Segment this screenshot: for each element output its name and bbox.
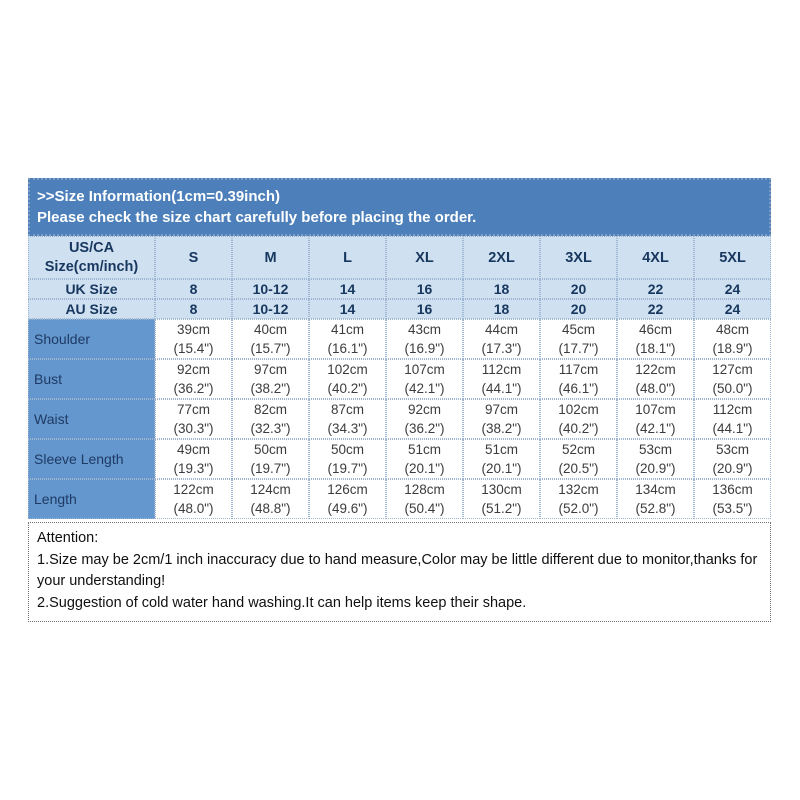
inch-value: (53.5") <box>712 501 753 516</box>
measurement-cell <box>232 399 309 439</box>
cm-value: 51cm <box>407 442 441 457</box>
inch-value: (48.0") <box>635 381 676 396</box>
cm-value: 53cm <box>715 442 749 457</box>
inch-value: (16.1") <box>327 341 368 356</box>
cm-value: 41cm <box>330 322 364 337</box>
uk-size-cell: 24 <box>694 279 771 299</box>
au-size-cell: 10-12 <box>232 299 309 319</box>
measurement-cell <box>386 479 463 519</box>
row-label-waist: Waist <box>28 399 155 439</box>
attention-title: Attention: <box>37 530 99 546</box>
inch-value: (20.5") <box>558 461 599 476</box>
cm-value: 107cm <box>635 402 676 417</box>
inch-value: (38.2") <box>481 421 522 436</box>
measurement-cell <box>309 479 386 519</box>
measurement-cell <box>155 399 232 439</box>
inch-value: (20.9") <box>712 461 753 476</box>
row-label-length: Length <box>28 479 155 519</box>
uk-size-cell: 14 <box>309 279 386 299</box>
column-header-4xl: 4XL <box>617 236 694 279</box>
measurement-row-shoulder <box>28 319 771 359</box>
measurement-cell <box>232 479 309 519</box>
cm-value: 97cm <box>484 402 518 417</box>
cm-value: 40cm <box>253 322 287 337</box>
inch-value: (15.4") <box>173 341 214 356</box>
cm-value: 134cm <box>635 482 676 497</box>
inch-value: (19.7") <box>327 461 368 476</box>
au-size-label: AU Size <box>28 299 155 319</box>
column-header-l: L <box>309 236 386 279</box>
row-label-sleeve-length: Sleeve Length <box>28 439 155 479</box>
au-size-cell: 20 <box>540 299 617 319</box>
column-header-s: S <box>155 236 232 279</box>
measurement-cell <box>386 359 463 399</box>
cm-value: 122cm <box>635 362 676 377</box>
row-label-shoulder: Shoulder <box>28 319 155 359</box>
cm-value: 102cm <box>558 402 599 417</box>
measurement-cell <box>540 479 617 519</box>
cm-value: 127cm <box>712 362 753 377</box>
corner-label-line1: US/CA <box>68 239 115 256</box>
inch-value: (48.8") <box>250 501 291 516</box>
cm-value: 130cm <box>481 482 522 497</box>
inch-value: (30.3") <box>173 421 214 436</box>
column-header-xl: XL <box>386 236 463 279</box>
au-size-cell: 22 <box>617 299 694 319</box>
inch-value: (46.1") <box>558 381 599 396</box>
size-info-subtitle: Please check the size chart carefully before placing the order. <box>37 209 477 226</box>
au-size-cell: 18 <box>463 299 540 319</box>
inch-value: (42.1") <box>404 381 445 396</box>
measurement-cell <box>694 359 771 399</box>
measurement-cell <box>155 439 232 479</box>
measurement-cell <box>694 399 771 439</box>
size-chart-table <box>28 236 771 519</box>
cm-value: 92cm <box>407 402 441 417</box>
corner-header-cell <box>28 236 155 279</box>
au-size-row <box>28 299 771 319</box>
cm-value: 136cm <box>712 482 753 497</box>
attention-note-2: 2.Suggestion of cold water hand washing.It can help items keep their shape. <box>37 594 527 611</box>
measurement-cell <box>617 359 694 399</box>
cm-value: 53cm <box>638 442 672 457</box>
uk-size-label: UK Size <box>28 279 155 299</box>
measurement-cell <box>540 439 617 479</box>
cm-value: 117cm <box>558 362 599 377</box>
measurement-cell <box>386 439 463 479</box>
cm-value: 122cm <box>173 482 214 497</box>
inch-value: (52.8") <box>635 501 676 516</box>
measurement-cell <box>309 319 386 359</box>
inch-value: (38.2") <box>250 381 291 396</box>
inch-value: (40.2") <box>558 421 599 436</box>
column-header-row <box>28 236 771 279</box>
measurement-cell <box>155 359 232 399</box>
cm-value: 126cm <box>327 482 368 497</box>
measurement-cell <box>540 319 617 359</box>
cm-value: 46cm <box>638 322 672 337</box>
measurement-cell <box>309 399 386 439</box>
au-size-cell: 8 <box>155 299 232 319</box>
inch-value: (20.1") <box>404 461 445 476</box>
inch-value: (18.9") <box>712 341 753 356</box>
measurement-cell <box>617 399 694 439</box>
cm-value: 50cm <box>253 442 287 457</box>
au-size-cell: 14 <box>309 299 386 319</box>
cm-value: 82cm <box>253 402 287 417</box>
inch-value: (50.4") <box>404 501 445 516</box>
inch-value: (20.9") <box>635 461 676 476</box>
cm-value: 50cm <box>330 442 364 457</box>
inch-value: (36.2") <box>173 381 214 396</box>
column-header-m: M <box>232 236 309 279</box>
inch-value: (34.3") <box>327 421 368 436</box>
cm-value: 87cm <box>330 402 364 417</box>
uk-size-cell: 18 <box>463 279 540 299</box>
inch-value: (16.9") <box>404 341 445 356</box>
attention-note-1: 1.Size may be 2cm/1 inch inaccuracy due to hand measure,Color may be little different due to monitor,thanks for your understanding! <box>37 551 758 589</box>
measurement-cell <box>463 479 540 519</box>
column-header-3xl: 3XL <box>540 236 617 279</box>
inch-value: (19.7") <box>250 461 291 476</box>
measurement-cell <box>309 359 386 399</box>
inch-value: (44.1") <box>481 381 522 396</box>
cm-value: 43cm <box>407 322 441 337</box>
measurement-cell <box>694 319 771 359</box>
inch-value: (50.0") <box>712 381 753 396</box>
cm-value: 39cm <box>176 322 210 337</box>
cm-value: 97cm <box>253 362 287 377</box>
inch-value: (44.1") <box>712 421 753 436</box>
measurement-row-length <box>28 479 771 519</box>
inch-value: (52.0") <box>558 501 599 516</box>
inch-value: (51.2") <box>481 501 522 516</box>
uk-size-cell: 8 <box>155 279 232 299</box>
measurement-cell <box>463 359 540 399</box>
corner-label-line2: Size(cm/inch) <box>44 258 139 275</box>
inch-value: (36.2") <box>404 421 445 436</box>
inch-value: (20.1") <box>481 461 522 476</box>
attention-box <box>28 522 771 622</box>
inch-value: (17.3") <box>481 341 522 356</box>
size-info-title: >>Size Information(1cm=0.39inch) <box>37 188 280 205</box>
column-header-2xl: 2XL <box>463 236 540 279</box>
inch-value: (42.1") <box>635 421 676 436</box>
uk-size-cell: 16 <box>386 279 463 299</box>
measurement-cell <box>232 359 309 399</box>
measurement-cell <box>540 359 617 399</box>
inch-value: (40.2") <box>327 381 368 396</box>
cm-value: 107cm <box>404 362 445 377</box>
uk-size-cell: 10-12 <box>232 279 309 299</box>
measurement-cell <box>386 399 463 439</box>
measurement-cell <box>309 439 386 479</box>
measurement-row-waist <box>28 399 771 439</box>
cm-value: 92cm <box>176 362 210 377</box>
measurement-cell <box>540 399 617 439</box>
size-info-header <box>28 178 771 236</box>
column-header-5xl: 5XL <box>694 236 771 279</box>
measurement-cell <box>617 319 694 359</box>
inch-value: (32.3") <box>250 421 291 436</box>
inch-value: (18.1") <box>635 341 676 356</box>
cm-value: 52cm <box>561 442 595 457</box>
inch-value: (48.0") <box>173 501 214 516</box>
uk-size-row <box>28 279 771 299</box>
uk-size-cell: 22 <box>617 279 694 299</box>
cm-value: 128cm <box>404 482 445 497</box>
measurement-cell <box>463 439 540 479</box>
cm-value: 45cm <box>561 322 595 337</box>
cm-value: 48cm <box>715 322 749 337</box>
row-label-bust: Bust <box>28 359 155 399</box>
measurement-row-sleeve-length <box>28 439 771 479</box>
cm-value: 49cm <box>176 442 210 457</box>
measurement-cell <box>232 319 309 359</box>
cm-value: 102cm <box>327 362 368 377</box>
measurement-cell <box>155 319 232 359</box>
measurement-cell <box>694 479 771 519</box>
uk-size-cell: 20 <box>540 279 617 299</box>
au-size-cell: 24 <box>694 299 771 319</box>
size-chart-sheet <box>28 178 771 622</box>
measurement-cell <box>617 439 694 479</box>
cm-value: 112cm <box>481 362 522 377</box>
measurement-cell <box>617 479 694 519</box>
cm-value: 124cm <box>250 482 291 497</box>
inch-value: (15.7") <box>250 341 291 356</box>
cm-value: 44cm <box>484 322 518 337</box>
cm-value: 112cm <box>712 402 753 417</box>
inch-value: (19.3") <box>173 461 214 476</box>
measurement-cell <box>694 439 771 479</box>
measurement-cell <box>463 319 540 359</box>
cm-value: 77cm <box>176 402 210 417</box>
measurement-cell <box>386 319 463 359</box>
au-size-cell: 16 <box>386 299 463 319</box>
inch-value: (17.7") <box>558 341 599 356</box>
measurement-cell <box>463 399 540 439</box>
inch-value: (49.6") <box>327 501 368 516</box>
measurement-cell <box>155 479 232 519</box>
cm-value: 51cm <box>484 442 518 457</box>
cm-value: 132cm <box>558 482 599 497</box>
measurement-row-bust <box>28 359 771 399</box>
measurement-cell <box>232 439 309 479</box>
